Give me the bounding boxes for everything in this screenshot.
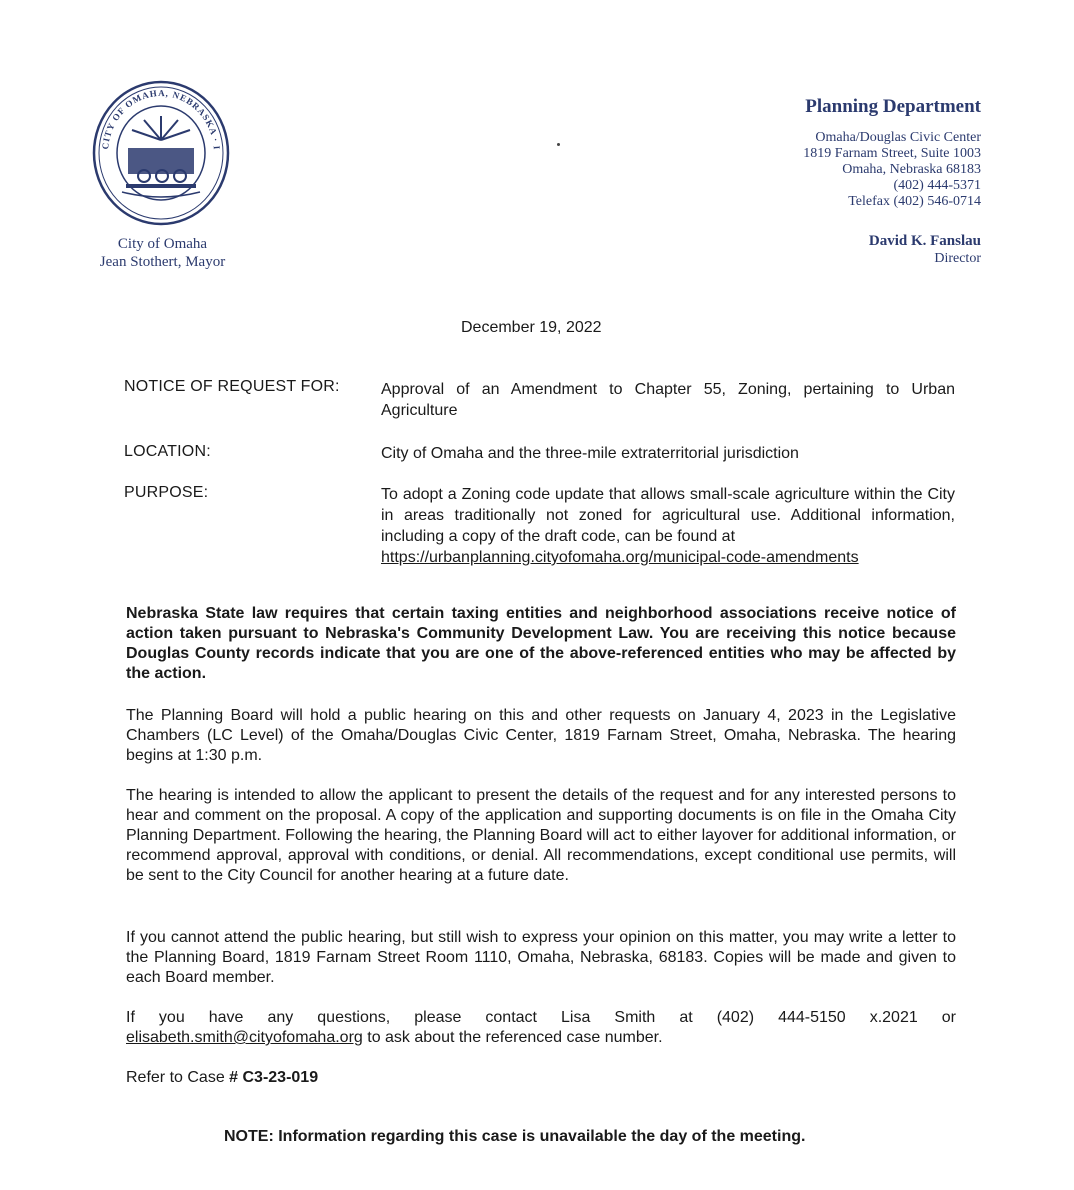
city-seal-logo (92, 80, 230, 226)
address-line: Omaha/Douglas Civic Center (815, 130, 981, 145)
address-line: Omaha, Nebraska 68183 (842, 162, 981, 177)
case-number: # C3-23-019 (229, 1069, 319, 1086)
case-reference-prefix: Refer to Case (126, 1069, 230, 1086)
phone-line: (402) 444-5371 (893, 178, 981, 193)
svg-text:CITY OF OMAHA, NEBRASKA · INCO: CITY OF OMAHA, NEBRASKA · I (100, 87, 222, 151)
location-label: LOCATION: (124, 443, 211, 460)
director-title: Director (934, 251, 981, 266)
scan-speck (557, 143, 560, 146)
state-law-notice: Nebraska State law requires that certain taxing entities and neighborhood associations receive notice of action taken pursuant to Nebraska's Community Development Law. You are receiving this notice because Douglas County records indicate that you are one of the above-referenced entities who may be affected by the action. (126, 605, 956, 682)
director-name: David K. Fanslau (868, 233, 981, 249)
purpose-block (381, 484, 955, 568)
purpose-label: PURPOSE: (124, 484, 209, 501)
director-block (869, 232, 981, 268)
mayor-name: Jean Stothert, Mayor (99, 254, 226, 270)
questions-paragraph (126, 1008, 956, 1048)
hearing-paragraph: The Planning Board will hold a public hearing on this and other requests on January 4, 2023 in the Legislative Chambers (LC Level) of the Omaha/Douglas Civic Center, 1819 Farnam Street, Omaha, Nebraska. The hearing begins at 1:30 p.m. (126, 707, 956, 764)
address-line: 1819 Farnam Street, Suite 1003 (803, 146, 981, 161)
contact-email-link[interactable]: elisabeth.smith@cityofomaha.org (126, 1029, 363, 1046)
purpose-value: To adopt a Zoning code update that allows small-scale agriculture within the City in areas traditionally not zoned for agricultural use. Additional information, including a copy of the draft code, can be found at (381, 486, 955, 545)
case-reference (126, 1068, 956, 1088)
city-name: City of Omaha (117, 236, 208, 252)
request-label: NOTICE OF REQUEST FOR: (124, 378, 340, 395)
hearing-intent-paragraph: The hearing is intended to allow the applicant to present the details of the request and for any interested persons to hear and comment on the proposal. A copy of the application and supporting documents is on file in the Omaha City Planning Department. Following the hearing, the Planning Board will act to either layover for additional information, or recommend approval, approval with conditions, or denial. All recommendations, except conditional use permits, will be sent to the City Council for another hearing at a future date. (126, 787, 956, 884)
city-identification (80, 235, 245, 271)
draft-code-link[interactable]: https://urbanplanning.cityofomaha.org/municipal-code-amendments (381, 549, 859, 566)
letter-date: December 19, 2022 (461, 319, 602, 336)
department-title: Planning Department (805, 96, 981, 117)
questions-text: If you have any questions, please contact Lisa Smith at (402) 444-5150 x.2021 or (126, 1009, 956, 1026)
request-value: Approval of an Amendment to Chapter 55, Zoning, pertaining to Urban Agriculture (381, 381, 955, 419)
cannot-attend-paragraph: If you cannot attend the public hearing, but still wish to express your opinion on this matter, you may write a letter to the Planning Board, 1819 Farnam Street Room 1110, Omaha, Nebraska, 68183. Copies will be made and given to each Board member. (126, 929, 956, 986)
meeting-note: NOTE: Information regarding this case is unavailable the day of the meeting. (224, 1128, 806, 1145)
location-value: City of Omaha and the three-mile extraterritorial jurisdiction (381, 445, 799, 462)
fax-line: Telefax (402) 546-0714 (848, 194, 981, 209)
questions-suffix: to ask about the referenced case number. (362, 1029, 663, 1046)
department-letterhead (803, 96, 981, 210)
